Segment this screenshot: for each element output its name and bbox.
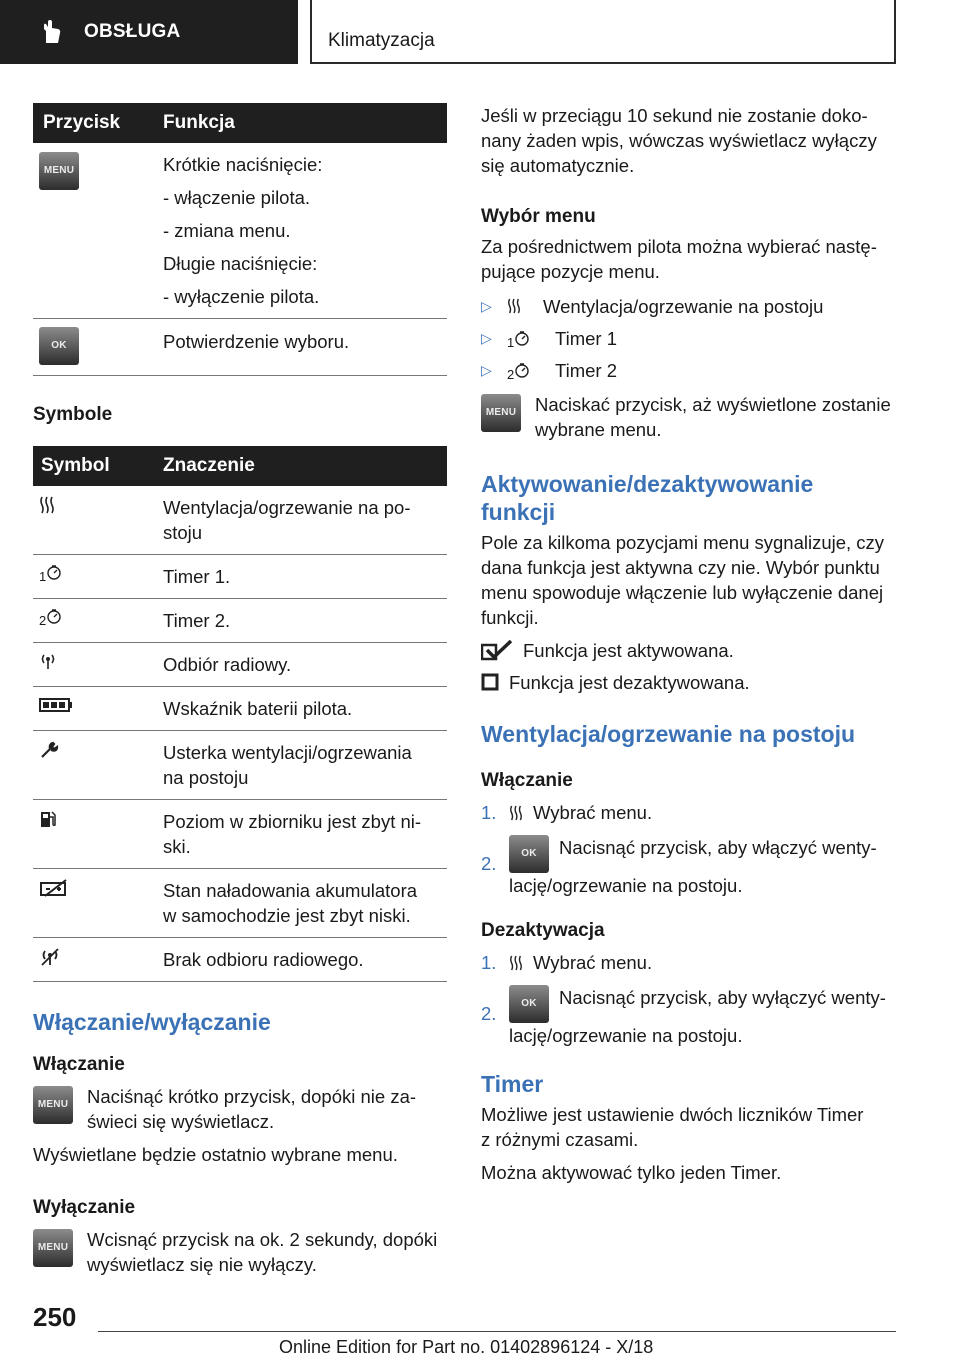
step-text: Nacisnąć przycisk, aby wyłączyć wenty- lację/ogrzewanie na postoju. [509, 987, 886, 1046]
subheading: Wybór menu [481, 206, 596, 227]
table-cell-text: Długie naciśnięcie: [163, 253, 318, 274]
hand-icon [38, 19, 64, 45]
fuel-pump-icon [39, 809, 57, 829]
step-number: 2. [481, 1003, 497, 1024]
right-column [481, 103, 896, 1185]
instruction-text: Wcisnąć przycisk na ok. 2 sekundy, dopóki wyświetlacz się nie wyłączy. [87, 1229, 438, 1275]
table-cell-text: Usterka wentylacji/ogrzewania na postoju [163, 731, 447, 800]
table-header: Funkcja [163, 103, 447, 143]
instruction-text: Naciskać przycisk, aż wyświetlone zostanie wybrane menu. [535, 394, 891, 440]
step-item [481, 835, 896, 898]
symbols-heading: Symbole [33, 404, 113, 425]
left-column [33, 103, 447, 1277]
table-row [33, 938, 447, 982]
step-text: Nacisnąć przycisk, aby włączyć wenty- lację/ogrzewanie na postoju. [509, 837, 877, 896]
section-title: OBSŁUGA [84, 21, 181, 42]
instruction-block [481, 392, 896, 442]
list-item-label: Wentylacja/ogrzewanie na postoju [543, 295, 824, 317]
table-cell-text: Krótkie naciśnięcie: [163, 154, 323, 175]
table-header: Symbol [33, 446, 163, 486]
step-number: 1. [481, 952, 497, 973]
page-number: 250 [33, 1302, 77, 1332]
table-cell-text: Odbiór radiowy. [163, 643, 447, 687]
chapter-header [310, 0, 896, 64]
timer-number: 1 [39, 569, 47, 584]
symbols-table [33, 446, 447, 982]
table-row [33, 555, 447, 599]
header-section-tab[interactable] [0, 0, 298, 64]
ok-button-image: OK [509, 835, 549, 873]
wrench-icon [39, 740, 59, 760]
list-item [481, 322, 896, 354]
menu-button-image: MENU [33, 1229, 73, 1267]
step-item [481, 985, 896, 1048]
step-text: Wybrać menu. [533, 802, 653, 823]
chapter-title: Klimatyzacja [328, 30, 435, 51]
table-row [33, 486, 447, 555]
triangle-bullet-icon: ▷ [481, 297, 492, 314]
table-cell-text: Potwierdzenie wyboru. [163, 331, 350, 352]
radio-reception-icon [39, 652, 57, 670]
instruction-text: Naciśnąć krótko przycisk, dopóki nie za- świeci się wyświetlacz. [87, 1086, 417, 1132]
step-number: 2. [481, 853, 497, 874]
timer-2-icon [514, 362, 530, 378]
step-text: Wybrać menu. [533, 952, 653, 973]
section-heading: Aktywowanie/dezaktywowanie funkcji [481, 471, 814, 525]
subheading: Włączanie [481, 770, 573, 791]
table-cell-text: - włączenie pilota. [163, 187, 311, 208]
status-line [481, 634, 896, 666]
list-item-label: Timer 2 [555, 359, 618, 381]
table-row [33, 319, 447, 376]
footer-divider [98, 1331, 896, 1332]
menu-button-image: MENU [481, 394, 521, 432]
menu-list [481, 290, 896, 386]
step-number: 1. [481, 802, 497, 823]
ventilation-icon [509, 804, 523, 822]
no-radio-icon [39, 947, 61, 967]
menu-button-image: MENU [33, 1086, 73, 1124]
table-cell-text: Poziom w zbiorniku jest zbyt ni- ski. [163, 800, 447, 869]
subheading: Wyłączanie [33, 1197, 136, 1218]
section-heading: Timer [481, 1071, 544, 1097]
table-cell-text: Wentylacja/ogrzewanie na po- stoju [163, 486, 447, 555]
ventilation-icon [39, 495, 55, 515]
status-text: Funkcja jest dezaktywowana. [509, 671, 750, 693]
table-cell-text: Timer 2. [163, 599, 447, 643]
timer-1-icon [46, 564, 62, 580]
paragraph: Wyświetlane będzie ostatnio wybrane menu. [33, 1144, 398, 1165]
table-cell-text: Timer 1. [163, 555, 447, 599]
paragraph: Jeśli w przeciągu 10 sekund nie zostanie doko- nany żaden wpis, wówczas wyświetlacz wyłączy się automatycznie. [481, 105, 877, 176]
section-heading: Wentylacja/ogrzewanie na postoju [481, 721, 856, 747]
timer-2-icon [46, 608, 62, 624]
list-item [481, 354, 896, 386]
ventilation-icon [509, 954, 523, 972]
subheading: Dezaktywacja [481, 920, 605, 941]
battery-icon [39, 696, 73, 714]
table-row [33, 800, 447, 869]
instruction-block [33, 1227, 447, 1277]
table-cell-text: - wyłączenie pilota. [163, 286, 320, 307]
paragraph: Możliwe jest ustawienie dwóch liczników Timer z różnymi czasami. [481, 1104, 864, 1150]
paragraph: Można aktywować tylko jeden Timer. [481, 1162, 782, 1183]
paragraph: Za pośrednictwem pilota można wybierać nastę- pujące pozycje menu. [481, 236, 877, 282]
checkbox-empty-icon [481, 673, 499, 691]
buttons-table [33, 103, 447, 376]
ventilation-icon [507, 297, 521, 315]
step-item [481, 800, 896, 825]
table-row [33, 143, 447, 319]
table-header: Przycisk [33, 103, 163, 143]
instruction-block [33, 1084, 447, 1134]
timer-1-icon [514, 330, 530, 346]
list-item [481, 290, 896, 322]
list-item-label: Timer 1 [555, 327, 618, 349]
timer-number: 2 [507, 366, 515, 382]
table-row [33, 869, 447, 938]
timer-number: 2 [39, 613, 47, 628]
table-header: Znaczenie [163, 446, 447, 486]
ok-button-image: OK [509, 985, 549, 1023]
table-cell-text: - zmiana menu. [163, 220, 291, 241]
table-row [33, 599, 447, 643]
status-line [481, 666, 896, 698]
step-item [481, 950, 896, 975]
table-row [33, 687, 447, 731]
table-cell-text: Brak odbioru radiowego. [163, 938, 447, 982]
footer-edition: Online Edition for Part no. 01402896124 - X/18 [279, 1337, 654, 1357]
paragraph: Pole za kilkoma pozycjami menu sygnalizuje, czy dana funkcja jest aktywna czy nie. Wybór punktu menu spowoduje włączenie lub wyłączenie danej funkcji. [481, 532, 885, 628]
table-row [33, 643, 447, 687]
table-cell-text: Stan naładowania akumulatora w samochodzie jest zbyt niski. [163, 869, 447, 938]
menu-button-image: MENU [39, 152, 79, 190]
low-battery-icon [39, 878, 69, 898]
subheading: Włączanie [33, 1054, 125, 1075]
checkbox-checked-icon [481, 639, 513, 661]
triangle-bullet-icon: ▷ [481, 361, 492, 378]
table-cell-text: Wskaźnik baterii pilota. [163, 687, 447, 731]
ok-button-image: OK [39, 327, 79, 365]
table-row [33, 731, 447, 800]
timer-number: 1 [507, 334, 515, 350]
section-heading: Włączanie/wyłączanie [33, 1009, 271, 1035]
status-text: Funkcja jest aktywowana. [523, 639, 734, 661]
triangle-bullet-icon: ▷ [481, 329, 492, 346]
